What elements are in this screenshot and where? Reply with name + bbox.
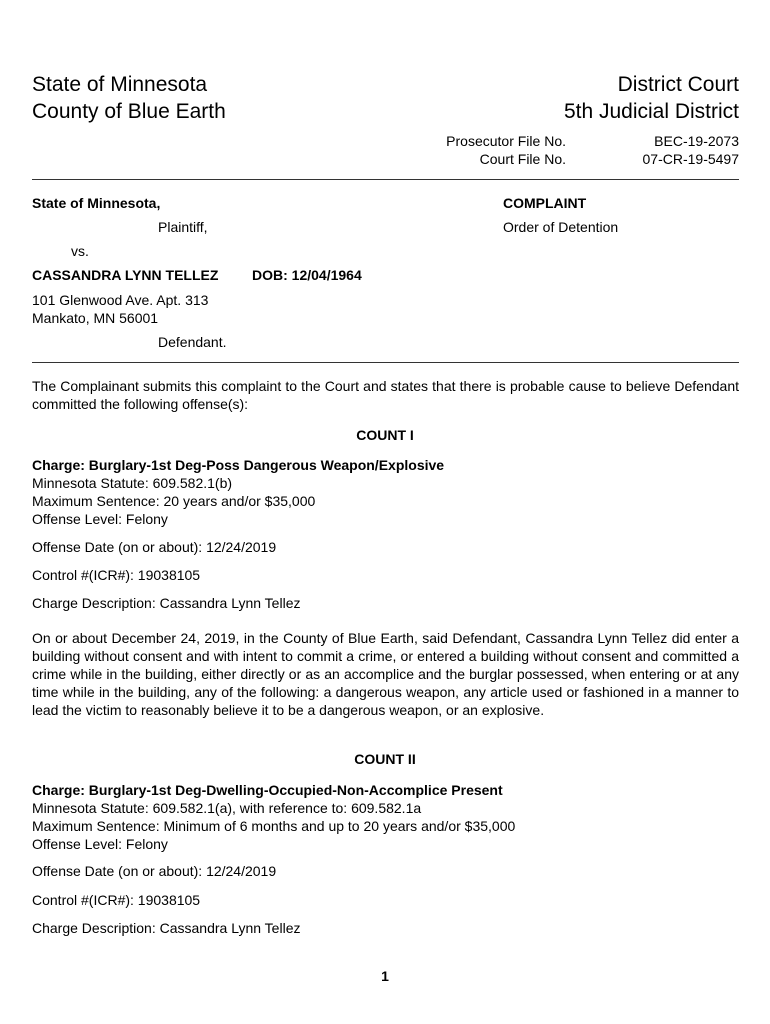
court-heading: District Court xyxy=(617,73,739,96)
charge-description-line: Charge Description: Cassandra Lynn Tellez xyxy=(32,920,301,936)
intro-paragraph: The Complainant submits this complaint to the Court and states that there is probable cause to believe Defendant committed the following offense(s): xyxy=(32,378,739,412)
plaintiff-name: State of Minnesota, xyxy=(32,195,161,211)
sentence-line: Maximum Sentence: 20 years and/or $35,000 xyxy=(32,493,316,509)
charge-title: Charge: Burglary-1st Deg-Dwelling-Occupied-Non-Accomplice Present xyxy=(32,782,503,798)
plaintiff-role: Plaintiff, xyxy=(158,219,208,235)
defendant-role: Defendant. xyxy=(158,334,227,350)
offense-level-line: Offense Level: Felony xyxy=(32,836,168,852)
charge-description-line: Charge Description: Cassandra Lynn Tellez xyxy=(32,595,301,611)
statute-line: Minnesota Statute: 609.582.1(a), with reference to: 609.582.1a xyxy=(32,800,422,816)
statute-line: Minnesota Statute: 609.582.1(b) xyxy=(32,475,233,491)
control-number-line: Control #(ICR#): 19038105 xyxy=(32,567,201,583)
offense-date-line: Offense Date (on or about): 12/24/2019 xyxy=(32,863,277,879)
count-heading: COUNT I xyxy=(356,427,414,443)
versus-label: vs. xyxy=(71,243,89,259)
page-number: 1 xyxy=(381,968,389,984)
court-file-label: Court File No. xyxy=(479,151,566,167)
court-file-number: 07-CR-19-5497 xyxy=(642,151,739,167)
district-heading: 5th Judicial District xyxy=(563,100,739,123)
header-divider xyxy=(32,179,739,180)
prosecutor-file-label: Prosecutor File No. xyxy=(446,133,566,149)
count-narrative: On or about December 24, 2019, in the County of Blue Earth, said Defendant, Cassandra Lynn Tellez did enter a building without consent and with intent to commit a crime, or entered a building without consent and committed a crime while in the building, either directly or as an accomplice and the burglar possessed, when entering or at any time while in the building, any of the following: a dangerous weapon, any article used or fashioned in a manner to lead the victim to reasonably believe it to be a dangerous weapon, or an explosive. xyxy=(32,630,739,718)
sentence-line: Maximum Sentence: Minimum of 6 months and up to 20 years and/or $35,000 xyxy=(32,818,516,834)
charge-title: Charge: Burglary-1st Deg-Poss Dangerous Weapon/Explosive xyxy=(32,457,445,473)
defendant-address-line2: Mankato, MN 56001 xyxy=(32,310,159,326)
complaint-subtitle: Order of Detention xyxy=(503,219,619,235)
control-number-line: Control #(ICR#): 19038105 xyxy=(32,892,201,908)
charge-details xyxy=(32,781,515,853)
county-heading: County of Blue Earth xyxy=(32,100,226,123)
complaint-title: COMPLAINT xyxy=(503,195,587,211)
offense-date-line: Offense Date (on or about): 12/24/2019 xyxy=(32,539,277,555)
prosecutor-file-number: BEC-19-2073 xyxy=(654,133,739,149)
state-heading: State of Minnesota xyxy=(32,73,208,96)
defendant-name: CASSANDRA LYNN TELLEZ xyxy=(32,267,219,283)
offense-level-line: Offense Level: Felony xyxy=(32,511,168,527)
parties-divider xyxy=(32,362,739,363)
count-heading: COUNT II xyxy=(354,751,416,767)
defendant-address-line1: 101 Glenwood Ave. Apt. 313 xyxy=(32,292,209,308)
charge-details xyxy=(32,456,444,528)
defendant-dob: DOB: 12/04/1964 xyxy=(252,267,362,283)
